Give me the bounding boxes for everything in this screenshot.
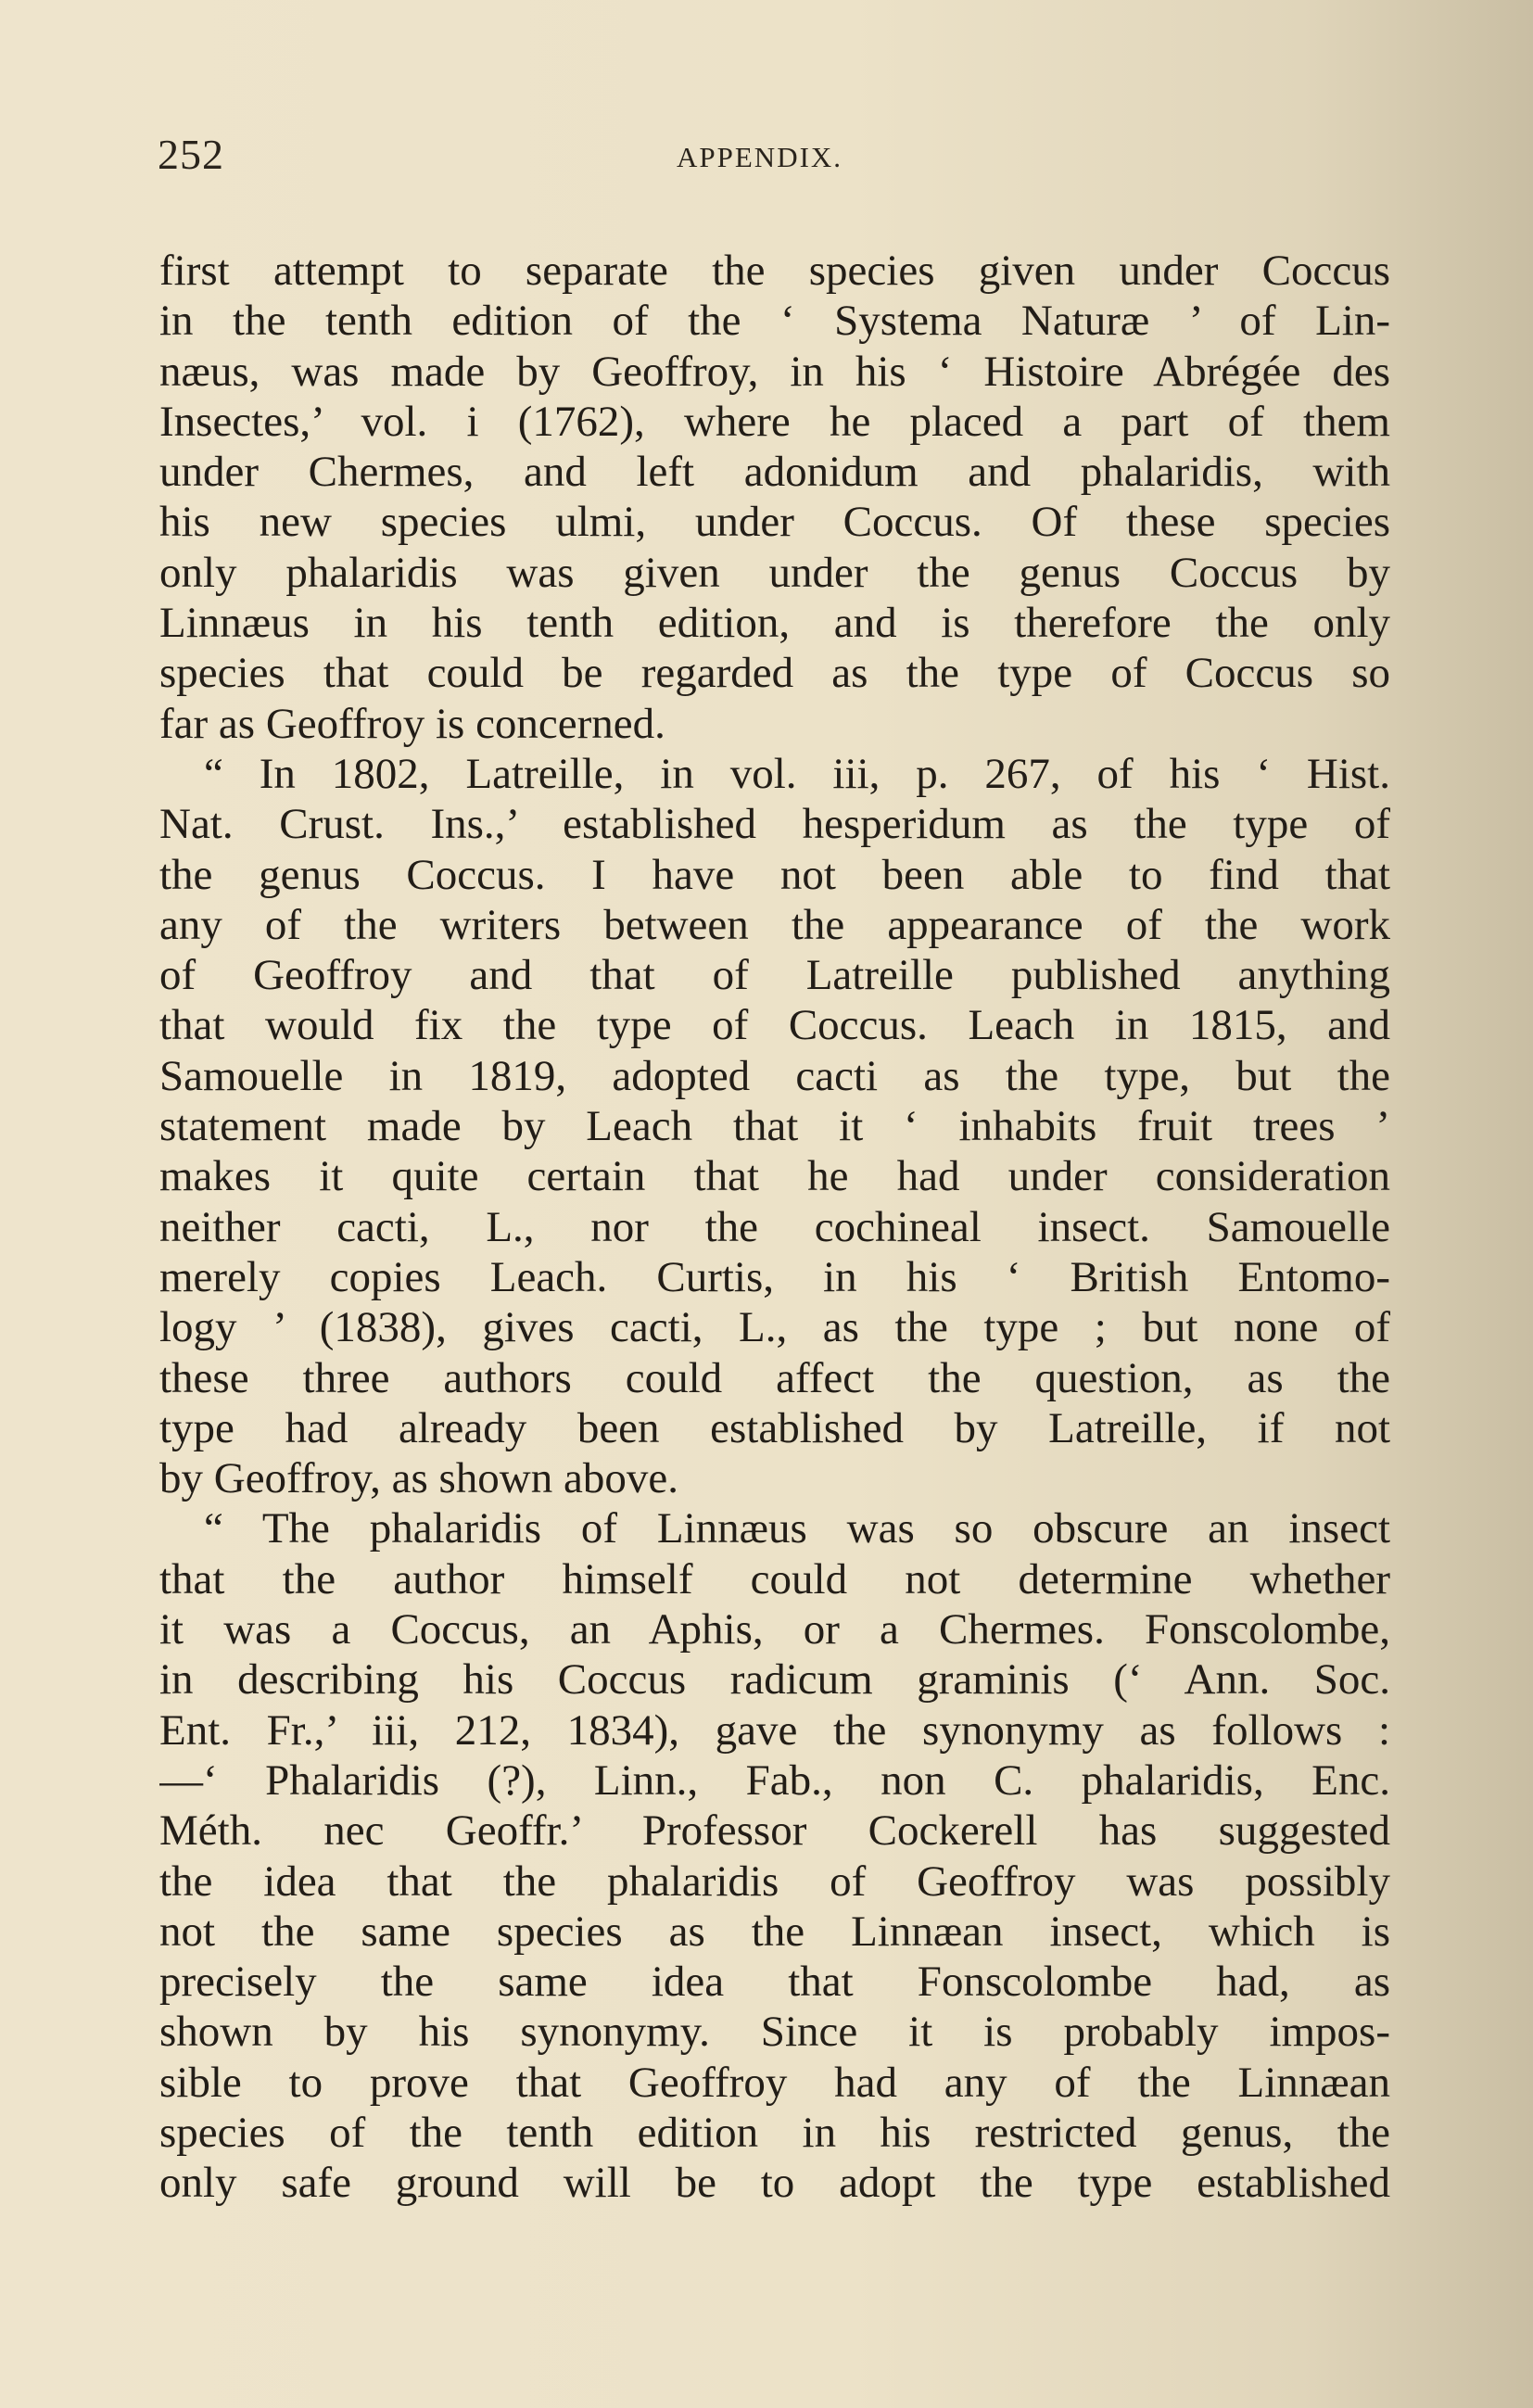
- text-line: neither cacti, L., nor the cochineal insect. Samouelle: [159, 1202, 1390, 1251]
- text-line: first attempt to separate the species given under Coccus: [159, 247, 1390, 295]
- text-line: in describing his Coccus radicum graminis (‘ Ann. Soc.: [159, 1655, 1390, 1705]
- text-line: the idea that the phalaridis of Geoffroy was possibly: [159, 1857, 1390, 1906]
- text-line: only safe ground will be to adopt the type established: [159, 2159, 1390, 2208]
- text-line: Samouelle in 1819, adopted cacti as the type, but the: [159, 1051, 1390, 1100]
- text-line: far as Geoffroy is concerned.: [159, 699, 665, 748]
- text-line: in the tenth edition of the ‘ Systema Naturæ ’ of Lin-: [159, 297, 1390, 346]
- text-line: the genus Coccus. I have not been able to find that: [159, 850, 1390, 899]
- text-line: that the author himself could not determine whether: [159, 1554, 1390, 1603]
- text-line: Ent. Fr.,’ iii, 212, 1834), gave the synonymy as follows :: [159, 1705, 1390, 1755]
- text-line: type had already been established by Latreille, if not: [159, 1403, 1390, 1452]
- body-text: [159, 246, 1390, 2209]
- text-line: any of the writers between the appearance of the work: [159, 900, 1390, 949]
- text-line: sible to prove that Geoffroy had any of the Linnæan: [159, 2058, 1390, 2107]
- text-line: of Geoffroy and that of Latreille published anything: [159, 951, 1390, 1000]
- text-line: not the same species as the Linnæan insect, which is: [159, 1907, 1390, 1956]
- text-line: “ In 1802, Latreille, in vol. iii, p. 267, of his ‘ Hist.: [204, 749, 1390, 798]
- text-line: that would fix the type of Coccus. Leach in 1815, and: [159, 1001, 1390, 1050]
- text-line: “ The phalaridis of Linnæus was so obscure an insect: [204, 1504, 1390, 1553]
- text-line: by Geoffroy, as shown above.: [159, 1454, 678, 1503]
- text-line: —‘ Phalaridis (?), Linn., Fab., non C. phalaridis, Enc.: [159, 1755, 1390, 1805]
- page-header: [158, 130, 1390, 195]
- text-line: species that could be regarded as the type of Coccus so: [159, 649, 1390, 698]
- text-line: Linnæus in his tenth edition, and is therefore the only: [159, 599, 1390, 648]
- text-line: only phalaridis was given under the genus Coccus by: [159, 548, 1390, 597]
- text-line: logy ’ (1838), gives cacti, L., as the type ; but none of: [159, 1303, 1390, 1352]
- text-line: merely copies Leach. Curtis, in his ‘ British Entomo-: [159, 1252, 1390, 1301]
- text-line: precisely the same idea that Fonscolombe had, as: [159, 1958, 1390, 2007]
- text-line: these three authors could affect the question, as the: [159, 1353, 1390, 1402]
- text-line: Méth. nec Geoffr.’ Professor Cockerell has suggested: [159, 1806, 1390, 1856]
- text-line: his new species ulmi, under Coccus. Of these species: [159, 498, 1390, 547]
- text-line: under Chermes, and left adonidum and phalaridis, with: [159, 448, 1390, 497]
- text-line: it was a Coccus, an Aphis, or a Chermes. Fonscolombe,: [159, 1605, 1390, 1654]
- text-line: Nat. Crust. Ins.,’ established hesperidum as the type of: [159, 800, 1390, 849]
- running-head: APPENDIX.: [677, 141, 843, 173]
- text-line: Insectes,’ vol. i (1762), where he placed a part of them: [159, 397, 1390, 446]
- text-line: species of the tenth edition in his restricted genus, the: [159, 2108, 1390, 2157]
- text-line: shown by his synonymy. Since it is probably impos-: [159, 2008, 1390, 2057]
- text-line: næus, was made by Geoffroy, in his ‘ Histoire Abrégée des: [159, 347, 1390, 396]
- text-line: makes it quite certain that he had under consideration: [159, 1152, 1390, 1201]
- text-line: statement made by Leach that it ‘ inhabits fruit trees ’: [159, 1102, 1390, 1151]
- page-number: 252: [158, 131, 224, 178]
